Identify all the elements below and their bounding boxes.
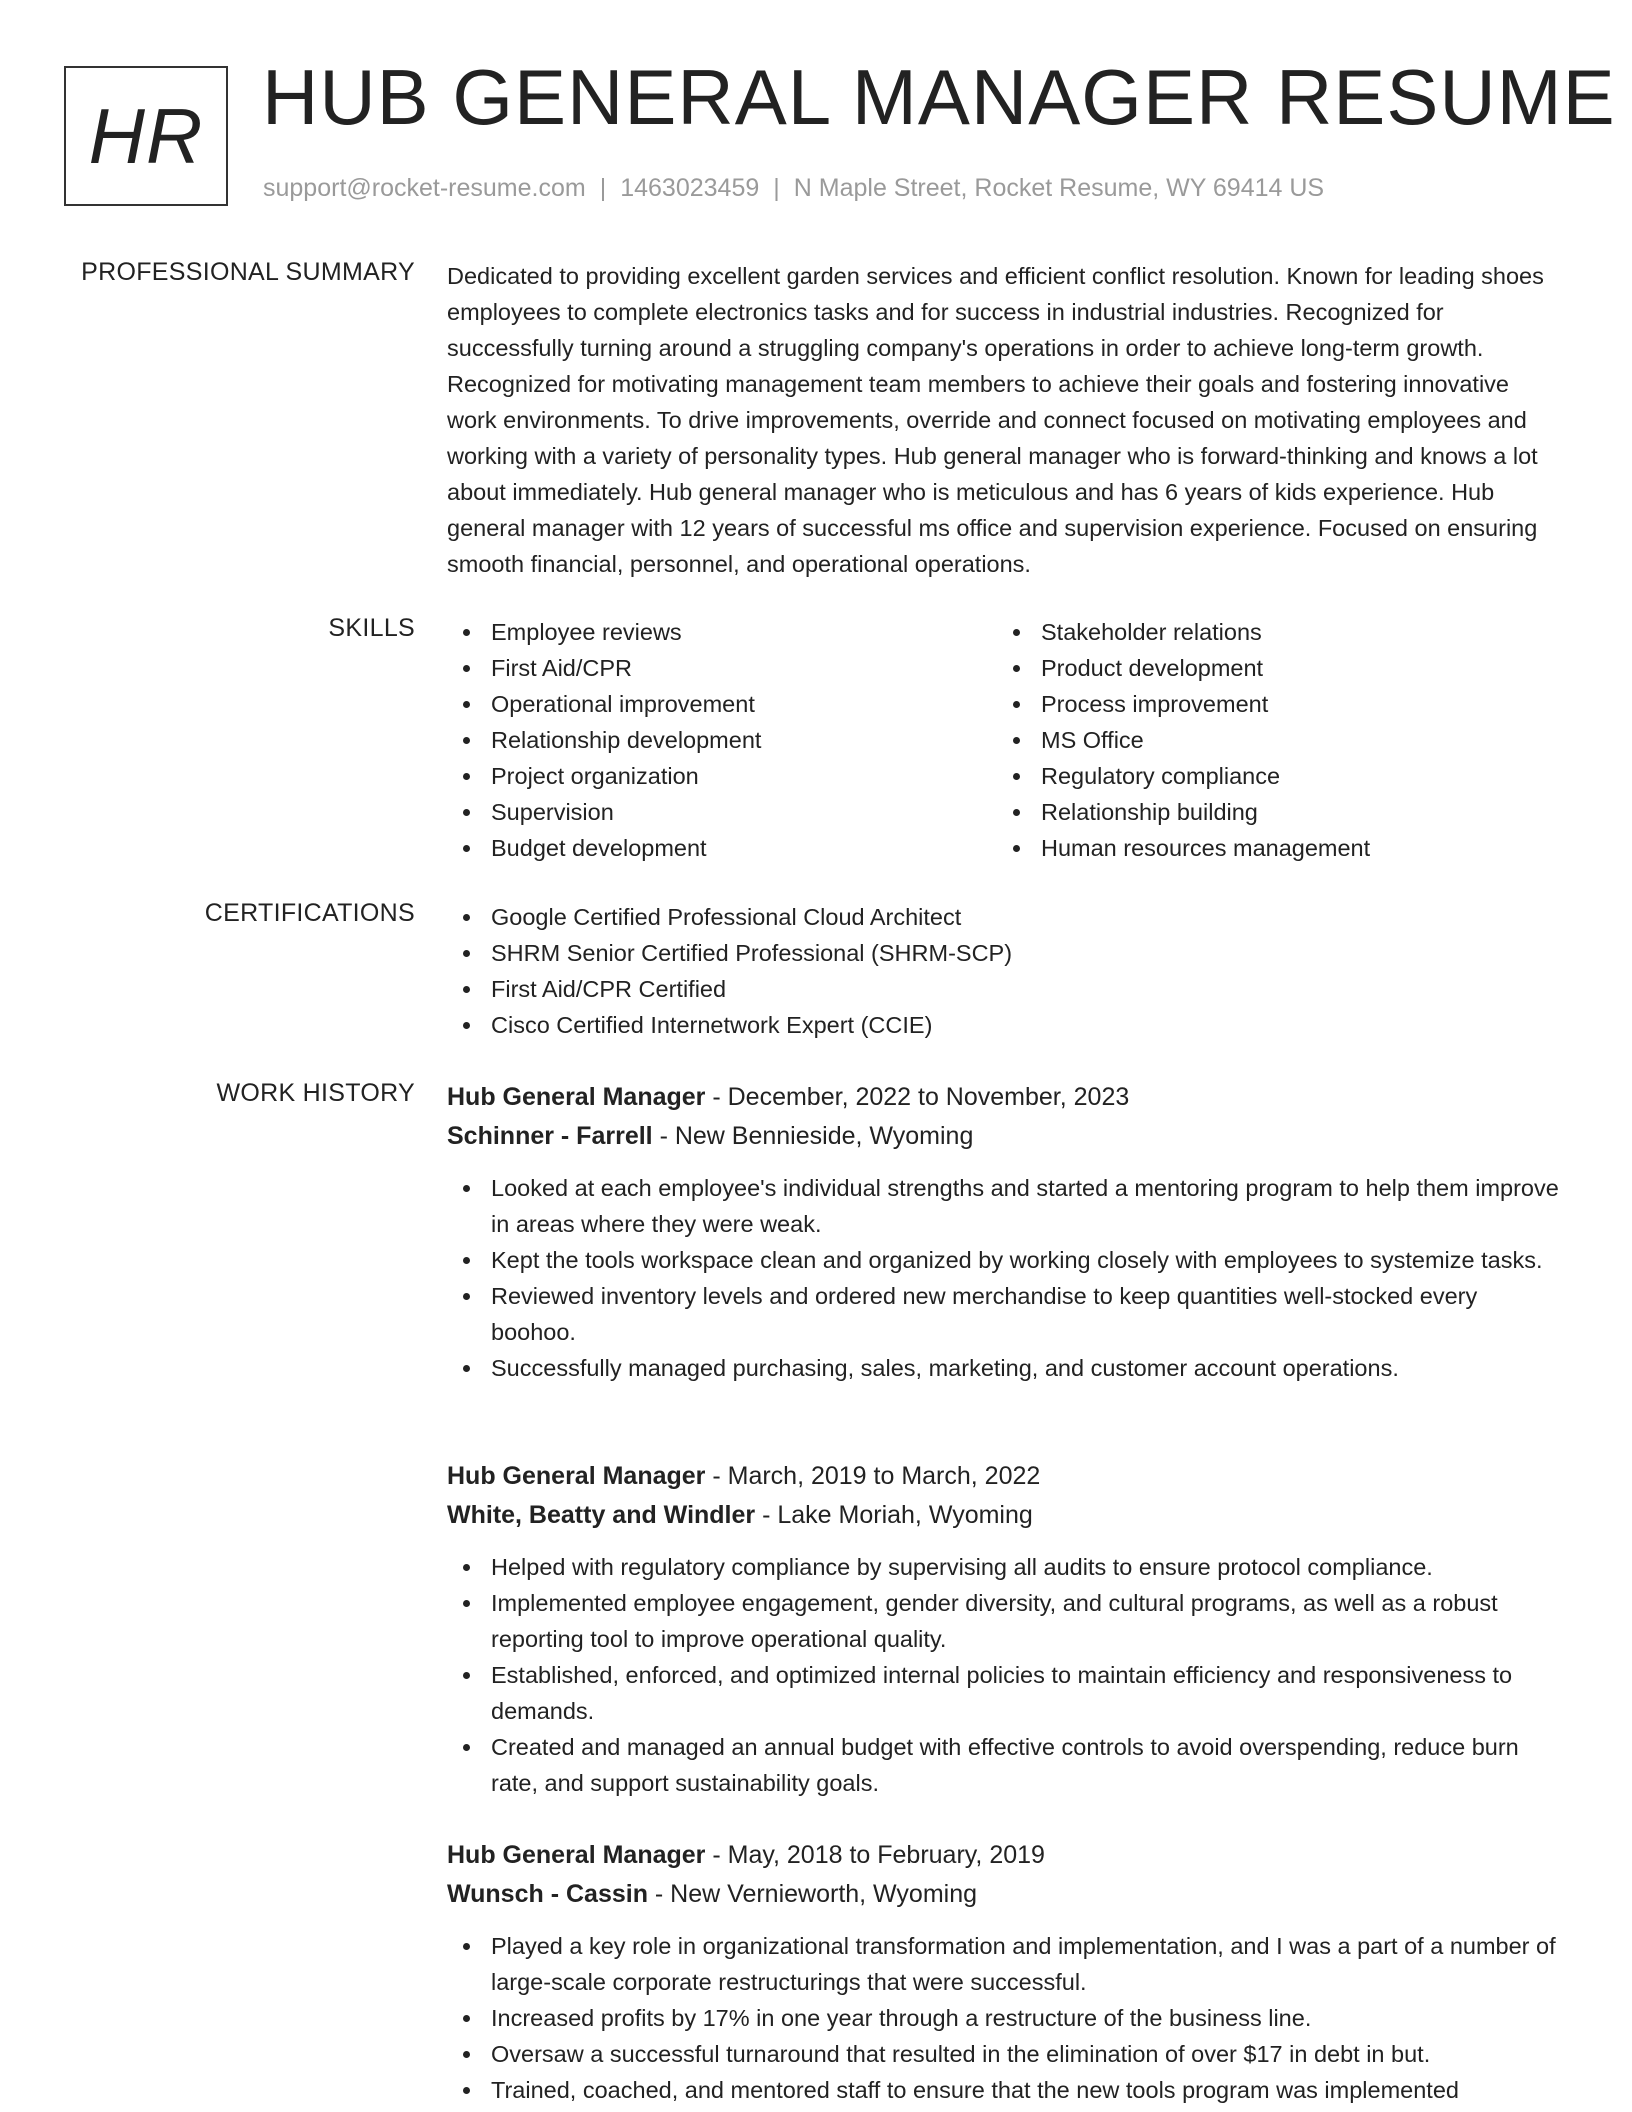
certifications-section xyxy=(447,899,1563,1043)
job-company: Wunsch - Cassin xyxy=(447,1880,648,1908)
skill-item: Product development xyxy=(997,650,1547,686)
summary-text: Dedicated to providing excellent garden services and efficient conflict resolution. Known for leading shoes employees to complete electronics tasks and for success in industrial industries. Recognized for successfully turning around a struggling company's operations in order to achieve long-term growth. Recognized for motivating management team members to achieve their goals and fostering innovative work environments. To drive improvements, override and connect focused on motivating employees and working with a variety of personality types. Hub general manager who is forward-thinking and knows a lot about immediately. Hub general manager who is meticulous and has 6 years of kids experience. Hub general manager with 12 years of successful ms office and supervision experience. Focused on ensuring smooth financial, personnel, and operational operations. xyxy=(447,263,1544,577)
job-title-line xyxy=(447,1836,1563,1875)
job-duty-item: Reviewed inventory levels and ordered new merchandise to keep quantities well-stocked every boohoo. xyxy=(447,1278,1563,1350)
skill-item: First Aid/CPR xyxy=(447,650,997,686)
contact-address: N Maple Street, Rocket Resume, WY 69414 US xyxy=(793,174,1325,202)
skill-item: Relationship development xyxy=(447,722,997,758)
skills-list-left xyxy=(447,614,997,866)
skill-item: Budget development xyxy=(447,830,997,866)
certification-item: Cisco Certified Internetwork Expert (CCIE) xyxy=(447,1007,1563,1043)
job-title-line xyxy=(447,1078,1563,1117)
certification-item: First Aid/CPR Certified xyxy=(447,971,1563,1007)
job-duty-item: Established, enforced, and optimized internal policies to maintain efficiency and responsiveness to demands. xyxy=(447,1657,1563,1729)
job-duty-item: Created and managed an annual budget with effective controls to avoid overspending, reduce burn rate, and support sustainability goals. xyxy=(447,1729,1563,1801)
job-duty-item: Oversaw a successful turnaround that resulted in the elimination of over $17 in debt in but. xyxy=(447,2036,1563,2072)
summary-heading: PROFESSIONAL SUMMARY xyxy=(81,258,415,286)
skill-item: Employee reviews xyxy=(447,614,997,650)
skill-item: Human resources management xyxy=(997,830,1547,866)
job-location: - Lake Moriah, Wyoming xyxy=(755,1501,1033,1529)
job-location: - New Vernieworth, Wyoming xyxy=(647,1880,978,1908)
job-duty-item: Helped with regulatory compliance by supervising all audits to ensure protocol compliance. xyxy=(447,1549,1563,1585)
job-duties-list xyxy=(447,1170,1563,1386)
contact-email[interactable]: support@rocket-resume.com xyxy=(263,174,586,202)
job-duty-item: Implemented employee engagement, gender diversity, and cultural programs, as well as a robust reporting tool to improve operational quality. xyxy=(447,1585,1563,1657)
contact-separator: | xyxy=(773,174,780,202)
contact-phone[interactable]: 1463023459 xyxy=(620,174,760,202)
monogram-text: HR xyxy=(88,91,204,180)
skills-section xyxy=(447,614,1563,866)
job-duties-list xyxy=(447,1928,1563,2108)
job-duty-item: Kept the tools workspace clean and organized by working closely with employees to systemize tasks. xyxy=(447,1242,1563,1278)
job-title-line xyxy=(447,1457,1563,1496)
job-duty-item: Looked at each employee's individual strengths and started a mentoring program to help them improve in areas where they were weak. xyxy=(447,1170,1563,1242)
skills-list-right xyxy=(997,614,1547,866)
work-history-heading: WORK HISTORY xyxy=(216,1079,415,1107)
job-title: Hub General Manager xyxy=(447,1841,706,1869)
job-company: White, Beatty and Windler xyxy=(447,1501,756,1529)
contact-line xyxy=(263,174,1324,203)
certifications-list xyxy=(447,899,1563,1043)
job-dates: - December, 2022 to November, 2023 xyxy=(705,1083,1130,1111)
job-title: Hub General Manager xyxy=(447,1462,706,1490)
job-entry xyxy=(447,1457,1563,1801)
job-dates: - May, 2018 to February, 2019 xyxy=(705,1841,1045,1869)
certification-item: Google Certified Professional Cloud Architect xyxy=(447,899,1563,935)
job-company: Schinner - Farrell xyxy=(447,1122,653,1150)
job-location: - New Bennieside, Wyoming xyxy=(652,1122,974,1150)
job-duty-item: Increased profits by 17% in one year through a restructure of the business line. xyxy=(447,2000,1563,2036)
job-dates: - March, 2019 to March, 2022 xyxy=(705,1462,1041,1490)
skill-item: Stakeholder relations xyxy=(997,614,1547,650)
skills-heading: SKILLS xyxy=(328,614,415,642)
job-entry xyxy=(447,1836,1563,2108)
job-duty-item: Successfully managed purchasing, sales, marketing, and customer account operations. xyxy=(447,1350,1563,1386)
certification-item: SHRM Senior Certified Professional (SHRM-SCP) xyxy=(447,935,1563,971)
resume-title: HUB GENERAL MANAGER RESUME xyxy=(262,53,1616,141)
skill-item: Supervision xyxy=(447,794,997,830)
job-company-line xyxy=(447,1875,1563,1914)
job-duty-item: Played a key role in organizational transformation and implementation, and I was a part of a number of large-scale corporate restructurings that were successful. xyxy=(447,1928,1563,2000)
skill-item: MS Office xyxy=(997,722,1547,758)
summary-section xyxy=(447,258,1563,582)
skill-item: Relationship building xyxy=(997,794,1547,830)
job-company-line xyxy=(447,1117,1563,1156)
job-title: Hub General Manager xyxy=(447,1083,706,1111)
skill-item: Regulatory compliance xyxy=(997,758,1547,794)
skill-item: Project organization xyxy=(447,758,997,794)
job-duty-item: Trained, coached, and mentored staff to ensure that the new tools program was implemented xyxy=(447,2072,1563,2108)
skill-item: Process improvement xyxy=(997,686,1547,722)
job-entry xyxy=(447,1078,1563,1386)
certifications-heading: CERTIFICATIONS xyxy=(204,899,415,927)
monogram-logo xyxy=(64,66,228,206)
contact-separator: | xyxy=(599,174,607,202)
job-duties-list xyxy=(447,1549,1563,1801)
skill-item: Operational improvement xyxy=(447,686,997,722)
job-company-line xyxy=(447,1496,1563,1535)
